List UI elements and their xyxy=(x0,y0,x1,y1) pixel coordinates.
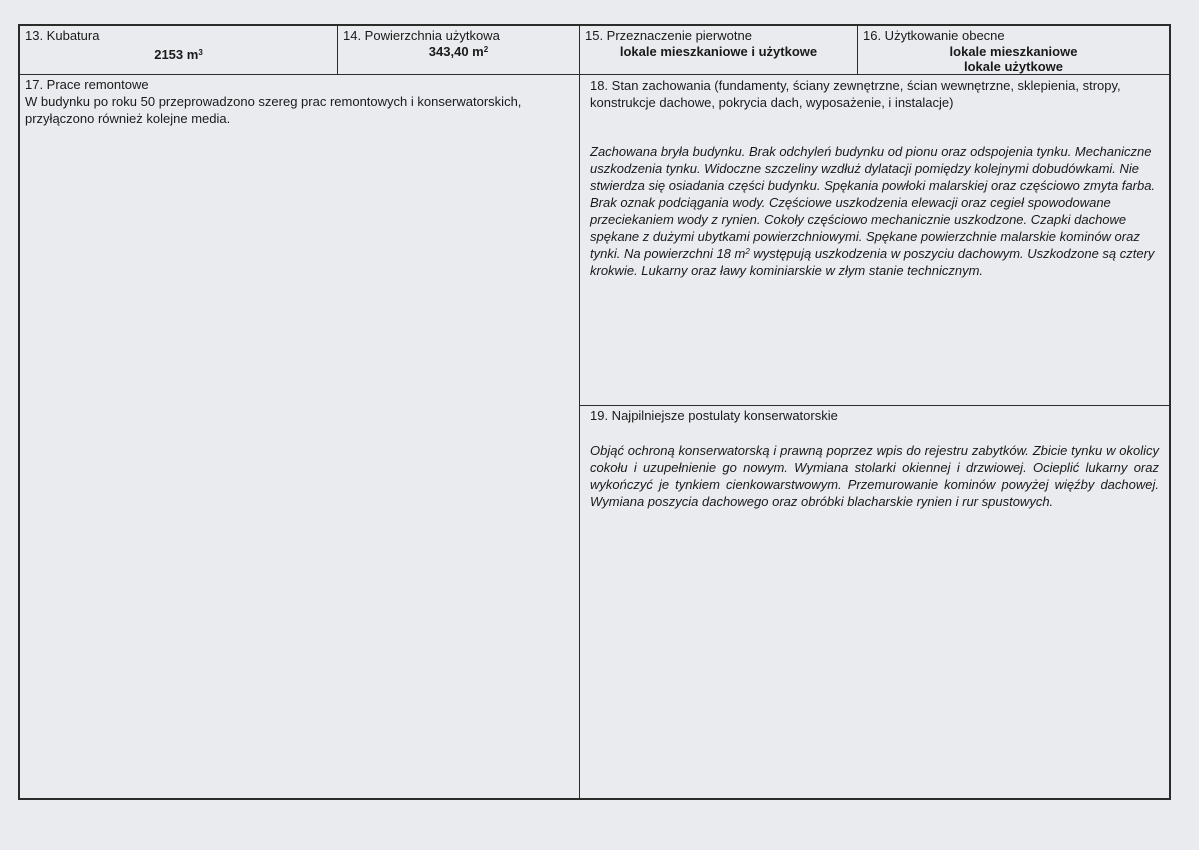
value-uzytkowanie-1: lokale mieszkaniowe xyxy=(949,44,1078,59)
label-stan-zachowania: 18. Stan zachowania (fundamenty, ściany zewnętrzne, ścian wewnętrzne, sklepienia, stropy, konstrukcje dachowe, pokrycia dach, wyposażenie, i instalacje) xyxy=(590,78,1121,110)
cell-postulaty xyxy=(579,405,1170,799)
text-stan-zachowania: Zachowana bryła budynku. Brak odchyleń budynku od pionu oraz odspojenia tynku. Mechaniczne uszkodzenia tynku. Widoczne szczeliny wzdłuż dylatacji pomiędzy kolejnymi dobudówkami. Nie stwierdza się osiadania części budynku. Spękania powłoki malarskiej oraz częściowo zmyta farba. Brak oznak podciągania wody. Częściowe uszkodzenia elewacji oraz cegieł spowodowane przeciekaniem wody z rynien. Cokoły częściowo mechanicznie uszkodzone. Czapki dachowe spękane z dużymi ubytkami powierzchniowymi. Spękane powierzchnie malarskie kominów oraz tynki. Na powierzchni 18 $m^2$ występują uszkodzenia w poszyciu dachowym. Uszkodzone są cztery krokwie. Lukarny oraz ławy kominiarskie w złym stanie technicznym. xyxy=(590,144,1156,278)
label-przeznaczenie: 15. Przeznaczenie pierwotne xyxy=(585,28,752,43)
cell-powierzchnia xyxy=(337,25,580,75)
cell-kubatura xyxy=(19,25,338,75)
label-uzytkowanie: 16. Użytkowanie obecne xyxy=(863,28,1005,43)
value-uzytkowanie-2: lokale użytkowe xyxy=(964,59,1063,74)
value-powierzchnia: 343,40 $m^2$ xyxy=(428,44,489,59)
cell-prace-remontowe xyxy=(19,74,580,799)
value-kubatura: 2153 $m^3$ xyxy=(154,47,203,62)
form-table xyxy=(18,24,1171,800)
label-postulaty: 19. Najpilniejsze postulaty konserwatorskie xyxy=(590,408,838,423)
label-prace-remontowe: 17. Prace remontowe xyxy=(25,77,149,92)
text-prace-remontowe: W budynku po roku 50 przeprowadzono szereg prac remontowych i konserwatorskich, przyłączono również kolejne media. xyxy=(25,94,522,126)
label-powierzchnia: 14. Powierzchnia użytkowa xyxy=(343,28,500,43)
cell-uzytkowanie xyxy=(857,25,1170,75)
text-postulaty: Objąć ochroną konserwatorską i prawną poprzez wpis do rejestru zabytków. Zbicie tynku w okolicy cokołu i uzupełnienie go nowym. Wymiana stolarki okiennej i drzwiowej. Ocieplić lukarny oraz wykończyć je tynkiem cienkowarstwowym. Przemurowanie kominów powyżej więźby dachowej. Wymiana poszycia dachowego oraz obróbki blacharskie rynien i rur spustowych. xyxy=(590,443,1159,509)
label-kubatura: 13. Kubatura xyxy=(25,28,100,43)
cell-stan-zachowania xyxy=(579,74,1170,406)
value-przeznaczenie: lokale mieszkaniowe i użytkowe xyxy=(619,44,818,59)
cell-przeznaczenie xyxy=(579,25,858,75)
